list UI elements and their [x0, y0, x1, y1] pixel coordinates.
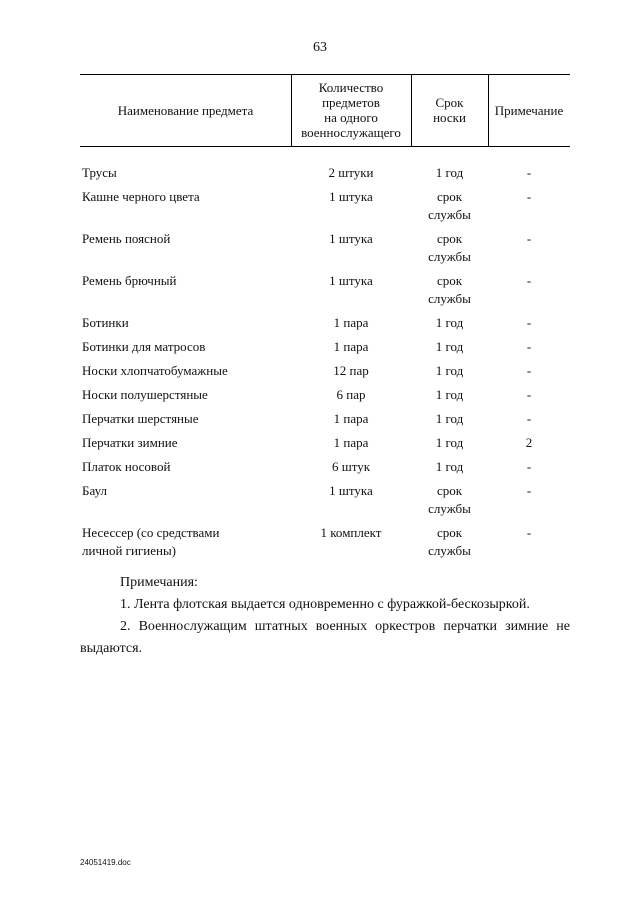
cell-text: службы: [428, 501, 471, 516]
cell-item-name: [82, 164, 287, 182]
cell-text: Носки полушерстяные: [82, 387, 208, 402]
cell-text: срок: [436, 273, 463, 288]
cell-wear-term: [411, 458, 488, 476]
cell-note: -: [526, 339, 532, 354]
cell-text: 1 год: [435, 435, 464, 450]
cell-text: 1 год: [435, 387, 464, 402]
cell-wear-term: [411, 362, 488, 380]
cell-text: Перчатки шерстяные: [82, 411, 199, 426]
cell-item-name: [82, 524, 287, 560]
cell-wear-term: [411, 338, 488, 356]
cell-quantity: 1 штука: [329, 189, 373, 204]
cell-text: Несессер (со средствами: [82, 525, 220, 540]
cell-text: Перчатки зимние: [82, 435, 178, 450]
cell-wear-term: [411, 164, 488, 182]
cell-text: службы: [428, 249, 471, 264]
cell-text: 1 год: [435, 165, 464, 180]
cell-wear-term: [411, 410, 488, 428]
header-qty-line: Количество: [318, 80, 384, 95]
cell-text: Ремень брючный: [82, 273, 177, 288]
cell-text: Трусы: [82, 165, 117, 180]
cell-wear-term: [411, 314, 488, 332]
header-name-text: Наименование предмета: [117, 102, 254, 118]
cell-note: -: [526, 165, 532, 180]
cell-text: личной гигиены): [82, 543, 177, 558]
cell-wear-term: [411, 386, 488, 404]
header-bottom-rule: [80, 146, 570, 147]
cell-note: -: [526, 387, 532, 402]
cell-wear-term: [411, 230, 488, 266]
cell-note: -: [526, 483, 532, 498]
cell-text: Баул: [82, 483, 107, 498]
cell-wear-term: [411, 482, 488, 518]
header-term: [411, 74, 488, 146]
cell-text: службы: [428, 207, 471, 222]
cell-quantity: 6 пар: [336, 387, 366, 402]
cell-item-name: [82, 314, 287, 332]
cell-quantity: 2 штуки: [328, 165, 374, 180]
cell-note: -: [526, 459, 532, 474]
note-item: 1. Лента флотская выдается одновременно с фуражкой-бескозыркой.: [120, 597, 530, 612]
document-filename: 24051419.doc: [80, 858, 131, 867]
cell-wear-term: [411, 272, 488, 308]
cell-text: срок: [436, 189, 463, 204]
cell-note: 2: [525, 435, 533, 450]
cell-text: Носки хлопчатобумажные: [82, 363, 228, 378]
cell-wear-term: [411, 434, 488, 452]
cell-wear-term: [411, 188, 488, 224]
cell-text: службы: [428, 291, 471, 306]
cell-wear-term: [411, 524, 488, 560]
cell-text: Кашне черного цвета: [82, 189, 200, 204]
cell-item-name: [82, 188, 287, 206]
cell-text: срок: [436, 483, 463, 498]
header-note: [488, 74, 570, 146]
cell-quantity: 12 пар: [333, 363, 369, 378]
cell-quantity: 1 штука: [329, 273, 373, 288]
cell-text: службы: [428, 543, 471, 558]
cell-item-name: [82, 272, 287, 290]
header-qty-line: на одного: [324, 110, 378, 125]
cell-item-name: [82, 230, 287, 248]
cell-quantity: 1 штука: [329, 231, 373, 246]
cell-text: срок: [436, 525, 463, 540]
cell-item-name: [82, 386, 287, 404]
cell-note: -: [526, 231, 532, 246]
cell-text: 1 год: [435, 411, 464, 426]
notes-heading: Примечания:: [120, 575, 198, 590]
cell-quantity: 6 штук: [331, 459, 371, 474]
cell-item-name: [82, 410, 287, 428]
cell-text: 1 год: [435, 459, 464, 474]
header-note-text: Примечание: [494, 102, 564, 118]
cell-item-name: [82, 482, 287, 500]
notes-section: [80, 572, 570, 660]
cell-quantity: 1 пара: [333, 435, 369, 450]
header-term-line: Срок: [435, 95, 464, 110]
cell-item-name: [82, 434, 287, 452]
cell-text: Платок носовой: [82, 459, 171, 474]
header-qty-line: предметов: [322, 95, 380, 110]
cell-item-name: [82, 338, 287, 356]
header-name: [80, 74, 291, 146]
cell-quantity: 1 пара: [333, 411, 369, 426]
cell-text: Ремень поясной: [82, 231, 171, 246]
cell-text: 1 год: [435, 339, 464, 354]
cell-note: -: [526, 273, 532, 288]
cell-note: -: [526, 189, 532, 204]
header-qty-line: военнослужащего: [301, 125, 401, 140]
cell-item-name: [82, 458, 287, 476]
cell-text: Ботинки: [82, 315, 129, 330]
cell-note: -: [526, 363, 532, 378]
cell-text: срок: [436, 231, 463, 246]
cell-note: -: [526, 315, 532, 330]
cell-note: -: [526, 411, 532, 426]
cell-text: Ботинки для матросов: [82, 339, 206, 354]
note-item: 2. Военнослужащим штатных военных оркестров перчатки зимние не выдаются.: [80, 619, 570, 656]
cell-quantity: 1 комплект: [320, 525, 382, 540]
page-number: 63: [313, 40, 327, 55]
cell-quantity: 1 пара: [333, 315, 369, 330]
cell-text: 1 год: [435, 363, 464, 378]
header-qty: [291, 74, 411, 146]
cell-note: -: [526, 525, 532, 540]
cell-text: 1 год: [435, 315, 464, 330]
cell-quantity: 1 пара: [333, 339, 369, 354]
cell-quantity: 1 штука: [329, 483, 373, 498]
cell-item-name: [82, 362, 287, 380]
header-term-line: носки: [433, 110, 466, 125]
